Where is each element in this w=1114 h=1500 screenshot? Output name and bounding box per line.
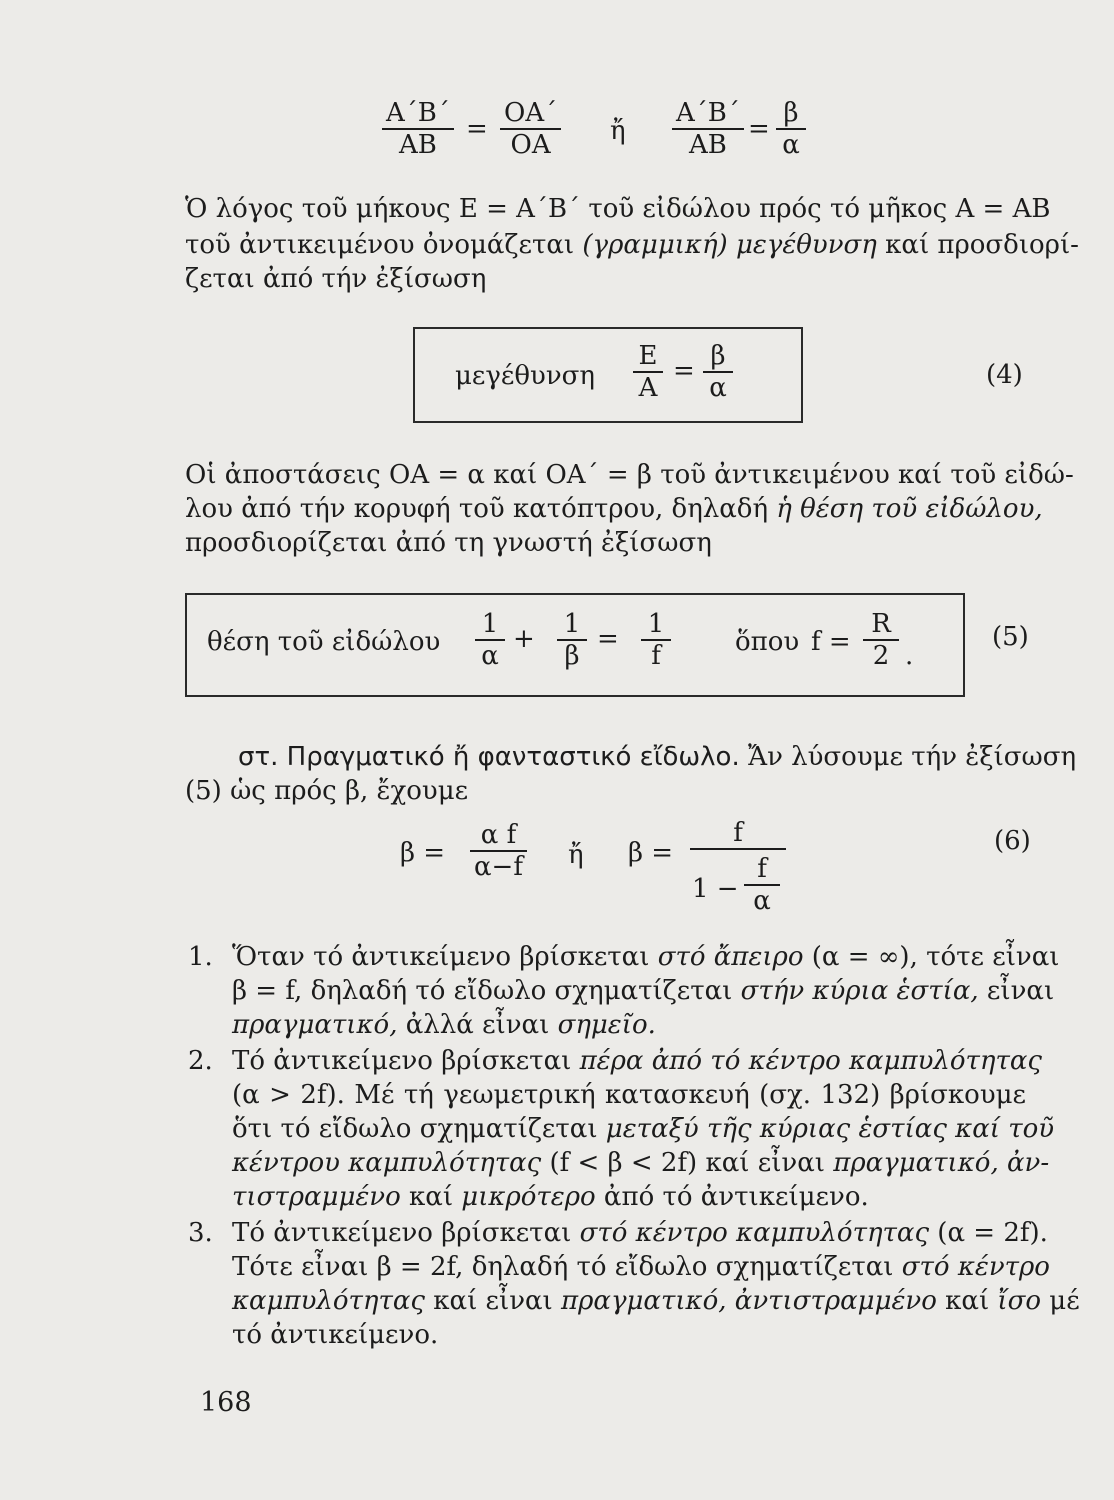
where-word: ὅπου — [735, 627, 800, 657]
list-item: πραγματικό, ἀλλά εἶναι σημεῖο. — [232, 1010, 656, 1040]
list-item: κέντρου καμπυλότητας (f < β < 2f) καί εἶναι πραγματικό, ἀν- — [232, 1148, 1050, 1178]
paragraph2-line1: Οἱ ἀποστάσεις OA = α καί OA΄ = β τοῦ ἀντικειμένου καί τοῦ εἰδώ- — [185, 460, 1074, 490]
list-item: Τό ἀντικείμενο βρίσκεται στό κέντρο καμπυλότητας (α = 2f). — [232, 1218, 1048, 1248]
paragraph1-line1: Ὁ λόγος τοῦ μήκους E = A΄B΄ τοῦ εἰδώλου πρός τό μῆκος A = AB — [185, 194, 1051, 224]
paragraph1-line3: ζεται ἀπό τήν ἐξίσωση — [185, 264, 487, 294]
position-label: θέση τοῦ εἰδώλου — [207, 627, 441, 657]
f-equals: f = — [811, 627, 851, 657]
equals-sign-2: = — [748, 114, 770, 144]
equation-number-4: (4) — [986, 360, 1023, 390]
list-item: Τό ἀντικείμενο βρίσκεται πέρα ἀπό τό κέντρο καμπυλότητας — [232, 1046, 1042, 1076]
fraction-beta-over-alpha: $\frac{\beta}{\alpha}$ — [776, 98, 806, 160]
paragraph1-line2: τοῦ ἀντικειμένου ὀνομάζεται (γραμμική) μεγέθυνση καί προσδιορί- — [185, 230, 1079, 260]
fraction-af-over-a-minus-f: $\frac{\text{α f}}{\alpha-f}$ — [470, 820, 527, 882]
list-item-number: 3. — [188, 1218, 213, 1248]
list-item: ὅτι τό εἴδωλο σχηματίζεται μεταξύ τῆς κύριας ἑστίας καί τοῦ — [232, 1114, 1055, 1144]
fraction-one-over-alpha: $\frac{1}{\alpha}$ — [475, 609, 505, 671]
section-heading: στ. Πραγματικό ἤ φανταστικό εἴδωλο. — [238, 742, 740, 772]
compound-fraction: f 1 − $\frac{f}{\alpha}$ — [690, 818, 786, 920]
equals-sign: = — [466, 114, 488, 144]
period: . — [905, 641, 914, 671]
list-item: τό ἀντικείμενο. — [232, 1320, 439, 1350]
fraction-one-over-beta: $\frac{1}{\beta}$ — [557, 609, 587, 671]
equation-number-6: (6) — [994, 826, 1031, 856]
fraction-ab-prime-over-ab: $\frac{A΄B΄}{AB}$ — [382, 98, 454, 160]
list-item: τιστραμμένο καί μικρότερο ἀπό τό ἀντικείμενο. — [232, 1182, 869, 1212]
equation-number-5: (5) — [992, 622, 1029, 652]
page-number: 168 — [200, 1387, 252, 1418]
fraction-oa-prime-over-oa: $\frac{OA΄}{OA}$ — [500, 98, 561, 160]
list-item: Τότε εἶναι β = 2f, δηλαδή τό εἴδωλο σχηματίζεται στό κέντρο — [232, 1252, 1050, 1282]
list-item: (α > 2f). Μέ τή γεωμετρική κατασκευή (σχ. 132) βρίσκουμε — [232, 1080, 1026, 1110]
fraction-e-over-a: $\frac{E}{A}$ — [633, 341, 663, 403]
or-word: ἤ — [610, 116, 626, 146]
list-item: Ὅταν τό ἀντικείμενο βρίσκεται στό ἄπειρο (α = ∞), τότε εἶναι — [232, 942, 1060, 972]
list-item: β = f, δηλαδή τό εἴδωλο σχηματίζεται στήν κύρια ἑστία, εἶναι — [232, 976, 1055, 1006]
equals-sign: = — [597, 624, 619, 654]
fraction-f-over-alpha: $\frac{f}{\alpha}$ — [744, 854, 780, 916]
beta-equals-2: β = — [628, 838, 674, 868]
list-item-number: 2. — [188, 1046, 213, 1076]
or-word: ἤ — [568, 840, 584, 870]
image-position-formula-box — [185, 593, 965, 697]
fraction-r-over-2: $\frac{R}{2}$ — [863, 609, 899, 671]
section-heading-line: στ. Πραγματικό ἤ φανταστικό εἴδωλο. Ἄν λύσουμε τήν ἐξίσωση — [238, 742, 1077, 772]
magnification-formula-box — [413, 327, 803, 423]
equals-sign: = — [673, 356, 695, 386]
fraction-beta-over-alpha: $\frac{\beta}{\alpha}$ — [703, 341, 733, 403]
paragraph2-line2: λου ἀπό τήν κορυφή τοῦ κατόπτρου, δηλαδή ἡ θέση τοῦ εἰδώλου, — [185, 494, 1043, 524]
paragraph2-line3: προσδιορίζεται ἀπό τη γνωστή ἐξίσωση — [185, 528, 712, 558]
plus-sign: + — [513, 624, 535, 654]
list-item-number: 1. — [188, 942, 213, 972]
beta-equals: β = — [400, 838, 446, 868]
list-item: καμπυλότητας καί εἶναι πραγματικό, ἀντιστραμμένο καί ἴσο μέ — [232, 1286, 1080, 1316]
fraction-ab-prime-over-ab-2: $\frac{A΄B΄}{AB}$ — [672, 98, 744, 160]
magnification-label: μεγέθυνση — [455, 361, 595, 391]
fraction-one-over-f: $\frac{1}{f}$ — [641, 609, 671, 671]
section-line2: (5) ὡς πρός β, ἔχουμε — [185, 776, 469, 806]
